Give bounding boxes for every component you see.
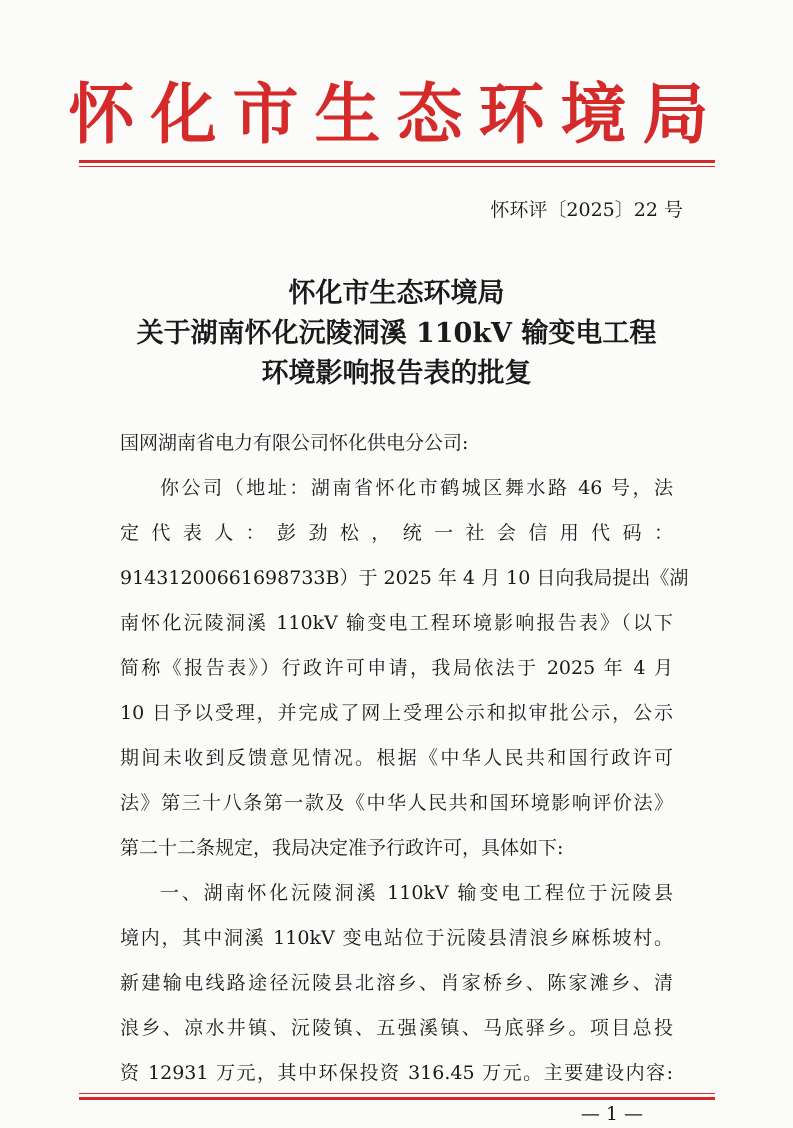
body-line: 定代表人：彭劲松，统一社会信用代码： [120,522,673,544]
agency-masthead: 怀化市生态环境局 [68,75,725,153]
footer-red-rule-thin [79,1093,715,1094]
body-line: 10 日予以受理，并完成了网上受理公示和拟审批公示，公示 [120,702,673,724]
title-line-3: 环境影响报告表的批复 [261,358,532,389]
body-line: 你公司（地址：湖南省怀化市鹤城区舞水路 46 号，法 [160,477,673,499]
title-line-2: 关于湖南怀化沅陵洞溪 110kV 输变电工程 [136,318,657,349]
title-line-1: 怀化市生态环境局 [288,278,505,309]
body-line: 法》第三十八条第一款及《中华人民共和国环境影响评价法》 [120,792,673,814]
page-number: — 1 — [580,1103,643,1125]
addressee: 国网湖南省电力有限公司怀化供电分公司: [120,432,469,454]
body-line: 简称《报告表》）行政许可申请，我局依法于 2025 年 4 月 [120,657,673,679]
masthead-red-rule-thin [79,166,715,167]
body-line: 境内，其中洞溪 110kV 变电站位于沅陵县清浪乡麻栎坡村。 [120,927,673,949]
masthead-red-rule [79,160,715,163]
body-line: 第二十二条规定，我局决定准予行政许可，具体如下: [120,837,564,859]
document-number: 怀环评〔2025〕22 号 [490,199,683,221]
body-line: 浪乡、凉水井镇、沅陵镇、五强溪镇、马底驿乡。项目总投 [120,1017,673,1039]
body-line: 91431200661698733B）于 2025 年 4 月 10 日向我局提出《湖 [120,567,689,589]
body-line: 期间未收到反馈意见情况。根据《中华人民共和国行政许可 [120,747,673,769]
body-line: 新建输电线路途径沅陵县北溶乡、肖家桥乡、陈家滩乡、清 [120,972,673,994]
body-line: 南怀化沅陵洞溪 110kV 输变电工程环境影响报告表》（以下 [120,612,673,634]
body-line: 资 12931 万元，其中环保投资 316.45 万元。主要建设内容: [120,1062,673,1084]
body-line: 一、湖南怀化沅陵洞溪 110kV 输变电工程位于沅陵县 [160,882,673,904]
